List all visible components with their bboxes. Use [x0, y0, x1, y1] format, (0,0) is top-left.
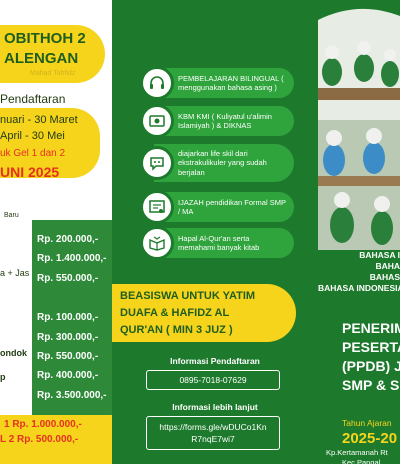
feature-kbm: [140, 106, 294, 136]
fee-item-7: ondok: [0, 348, 27, 358]
info-lanjut-label: Informasi lebih lanjut: [172, 402, 258, 412]
certificate-icon: [140, 104, 174, 138]
ppdb-line-4: SMP & S: [342, 377, 400, 393]
fee-amount-6: Rp. 550.000,-: [37, 351, 99, 362]
fee-header: Baru: [4, 212, 19, 219]
fee-amount-2: Rp. 1.400.000,-: [37, 253, 107, 264]
diploma-icon: [140, 190, 174, 224]
middle-panel: [112, 0, 318, 464]
form-link-line-1: https://forms.gle/wDUCo1Kn: [159, 422, 267, 432]
feature-text: IJAZAH pendidikan Formal SMP / MA: [178, 197, 286, 216]
feature-ijazah: [140, 192, 294, 222]
scholarship-line-3: QUR'AN ( MIN 3 JUZ ): [120, 324, 233, 336]
fee-amount-7: Rp. 400.000,-: [37, 370, 99, 381]
fee-amount-4: Rp. 100.000,-: [37, 312, 99, 323]
ppdb-line-2: PESERTA: [342, 339, 407, 355]
right-panel: [318, 0, 407, 467]
chat-icon: [140, 146, 174, 180]
discount-line-2: L 2 Rp. 500.000,-: [0, 434, 79, 445]
fee-amount-3: Rp. 550.000,-: [37, 273, 99, 284]
address-line-1: Kp.Kertamanah Rt: [326, 448, 388, 457]
ppdb-line-1: PENERIM: [342, 320, 406, 336]
ppdb-line-3: (PPDB) J: [342, 358, 402, 374]
feature-lifeskill: [140, 144, 294, 182]
feature-text: Hapal Al-Qur'an serta memahami banyak kitab: [178, 233, 260, 252]
fee-amount-8: Rp. 3.500.000,-: [37, 390, 107, 401]
fee-item-8: p: [0, 372, 6, 382]
schedule-line-3: uk Gel 1 dan 2: [0, 148, 66, 159]
headphones-icon: [140, 66, 174, 100]
title-line-1: OBITHOH 2: [4, 30, 86, 47]
fee-amount-5: Rp. 300.000,-: [37, 332, 99, 343]
academic-year: 2025-20: [342, 430, 398, 447]
language-line-4: BAHASA INDONESIA: [318, 283, 404, 293]
pendaftaran-label: Pendaftaran: [0, 92, 66, 106]
feature-text: PEMBELAJARAN BILINGUAL ( menggunakan bahasa asing ): [178, 73, 284, 92]
schedule-line-2: April - 30 Mei: [0, 130, 65, 142]
address-line-2: Kec.Pangal: [342, 458, 381, 467]
form-link-line-2: R7nqE7wi7: [191, 434, 235, 444]
feature-text: KBM KMI ( Kuliyatul u'alimin Islamiyah ) & DIKNAS: [178, 111, 272, 130]
title-line-2: ALENGAN: [4, 50, 79, 67]
june-label: UNI 2025: [0, 164, 60, 180]
language-line-2: BAHA: [375, 261, 400, 271]
form-link[interactable]: [146, 416, 280, 450]
feature-quran: [140, 228, 294, 258]
students-photo: [318, 0, 400, 250]
info-pendaftaran-label: Informasi Pendaftaran: [170, 356, 260, 366]
language-line-3: BAHAS: [369, 272, 400, 282]
quran-icon: [140, 226, 174, 260]
left-panel: [0, 0, 112, 464]
scholarship-line-1: BEASISWA UNTUK YATIM: [120, 290, 256, 302]
language-line-1: BAHASA I: [359, 250, 400, 260]
schedule-line-1: nuari - 30 Maret: [0, 114, 78, 126]
subtitle-faint: Mahad Tahfidz: [30, 70, 76, 77]
scholarship-line-2: DUAFA & HAFIDZ AL: [120, 307, 230, 319]
feature-text: diajarkan life skil dari ekstrakulikuler yang sudah berjalan: [178, 148, 267, 177]
fee-amount-1: Rp. 200.000,-: [37, 234, 99, 245]
fee-item-3: a + Jas: [0, 268, 30, 278]
phone-number[interactable]: 0895-7018-07629: [146, 370, 280, 390]
tahun-ajaran-label: Tahun Ajaran: [342, 418, 392, 428]
discount-line-1: 1 Rp. 1.000.000,-: [4, 419, 82, 430]
feature-bilingual: [140, 68, 294, 98]
